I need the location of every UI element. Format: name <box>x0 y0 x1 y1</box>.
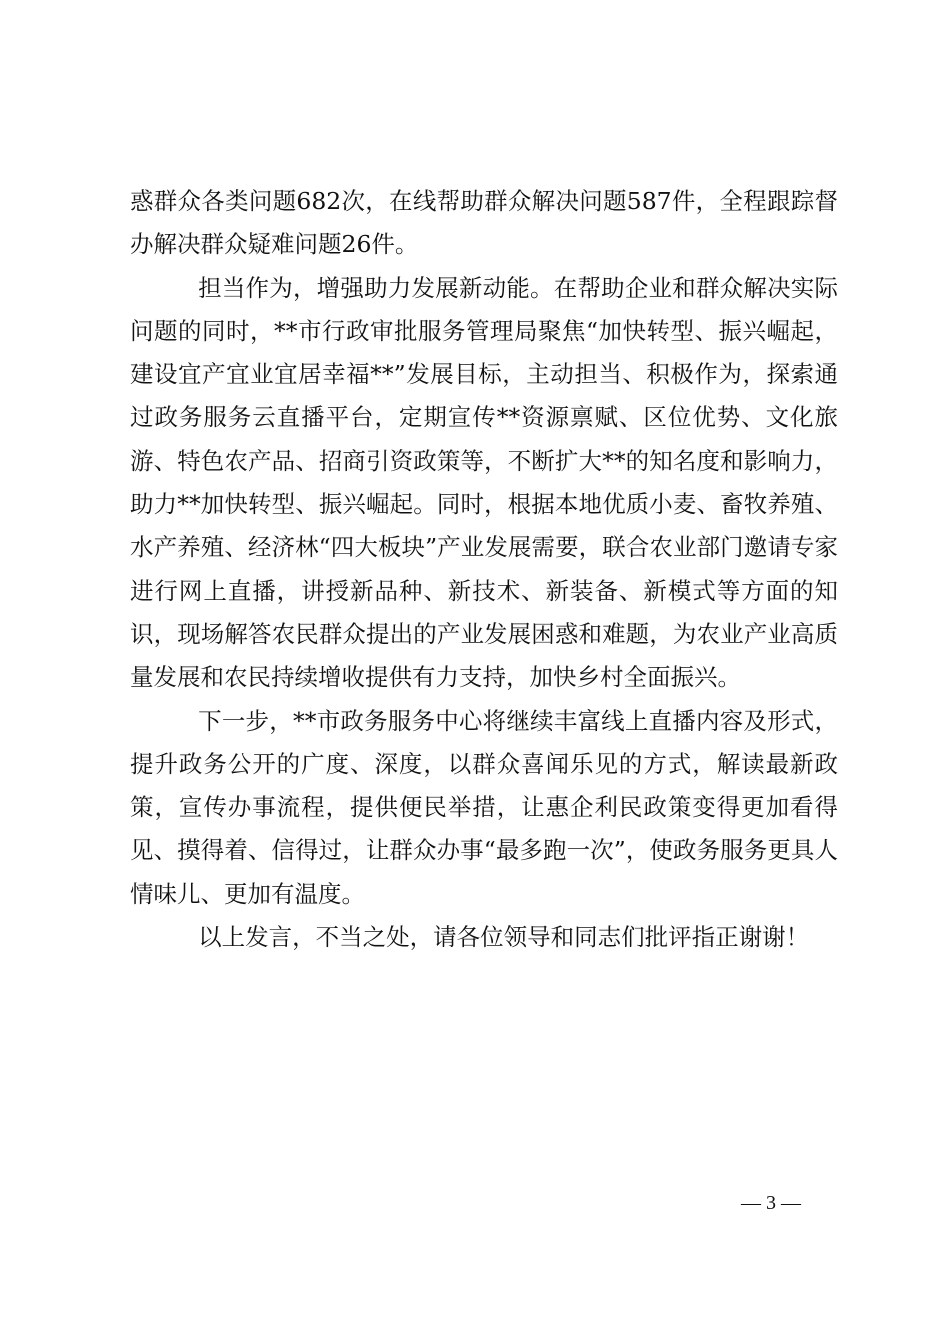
paragraph-continuation: 惑群众各类问题682次，在线帮助群众解决问题587件，全程跟踪督办解决群众疑难问题26件。 <box>130 187 838 259</box>
paragraph-next-step: 下一步，**市政务服务中心将继续丰富线上直播内容及形式，提升政务公开的广度、深度，以群众喜闻乐见的方式，解读最新政策，宣传办事流程，提供便民举措，让惠企利民政策变得更加看得见、摸得着、信得过，让群众办事“最多跑一次”，使政务服务更具人情味儿、更加有温度。 <box>130 706 838 908</box>
paragraph-development: 担当作为，增强助力发展新动能。在帮助企业和群众解决实际问题的同时，**市行政审批服务管理局聚焦“加快转型、振兴崛起，建设宜产宜业宜居幸福**”发展目标，主动担当、积极作为，探索通过政务服务云直播平台，定期宣传**资源禀赋、区位优势、文化旅游、特色农产品、招商引资政策等，不断扩大**的知名度和影响力，助力**加快转型、振兴崛起。同时，根据本地优质小麦、畜牧养殖、水产养殖、经济林“四大板块”产业发展需要，联合农业部门邀请专家进行网上直播，讲授新品种、新技术、新装备、新模式等方面的知识，现场解答农民群众提出的产业发展困惑和难题，为农业产业高质量发展和农民持续增收提供有力支持，加快乡村全面振兴。 <box>130 273 838 692</box>
page-number: — 3 — <box>741 1192 801 1214</box>
document-body <box>130 180 838 959</box>
paragraph-closing: 以上发言，不当之处，请各位领导和同志们批评指正谢谢！ <box>198 923 810 952</box>
